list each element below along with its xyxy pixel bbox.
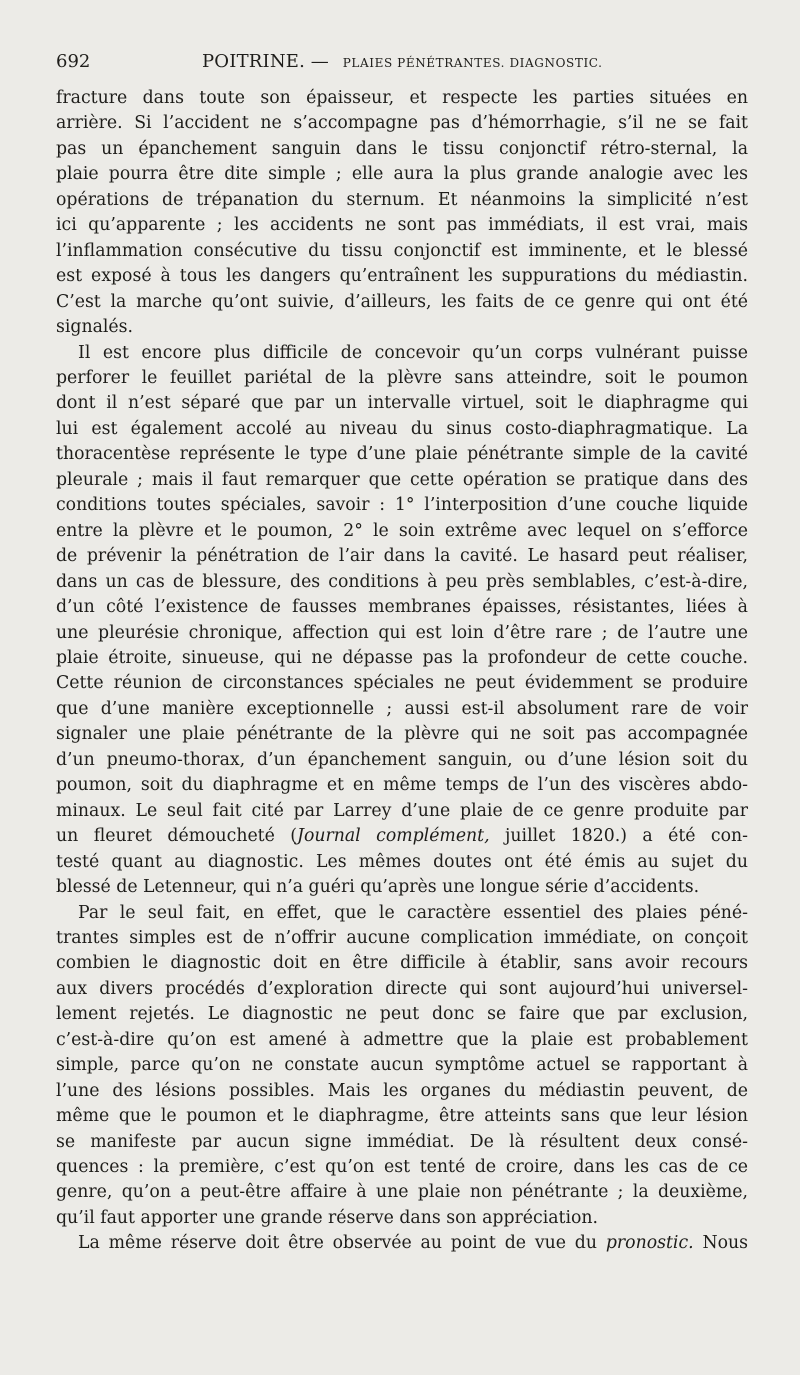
text-line: dont il n’est séparé que par un intervalle virtuel, soit le diaphragme qui xyxy=(56,393,748,414)
text-line: de prévenir la pénétration de l’air dans la cavité. Le hasard peut réaliser, xyxy=(56,546,748,567)
text-line: poumon, soit du diaphragme et en même temps de l’un des viscères abdo- xyxy=(56,775,748,796)
text-line: simple, parce qu’on ne constate aucun symptôme actuel se rapportant à xyxy=(56,1055,748,1076)
text-line: minaux. Le seul fait cité par Larrey d’une plaie de ce genre produite par xyxy=(56,800,748,821)
paragraph-start-line: Il est encore plus difficile de concevoir qu’un corps vulnérant puisse xyxy=(78,342,748,363)
text-line: même que le poumon et le diaphragme, être atteints sans que leur lésion xyxy=(56,1106,748,1127)
paragraph-start-line: Par le seul fait, en effet, que le caractère essentiel des plaies péné- xyxy=(78,902,748,923)
text-line: ici qu’apparente ; les accidents ne sont pas immédiats, il est vrai, mais xyxy=(56,215,748,236)
text-line: signaler une plaie pénétrante de la plèvre qui ne soit pas accompagnée xyxy=(56,724,748,745)
text-line: c’est-à-dire qu’on est amené à admettre que la plaie est probablement xyxy=(56,1029,748,1050)
text-line: lui est également accolé au niveau du sinus costo-diaphragmatique. La xyxy=(56,418,748,439)
text-line: lement rejetés. Le diagnostic ne peut donc se faire que par exclusion, xyxy=(56,1004,748,1025)
chapter-title: POITRINE. xyxy=(202,51,306,72)
section-title: PLAIES PÉNÉTRANTES. DIAGNOSTIC. xyxy=(342,56,603,70)
text-line: trantes simples est de n’offrir aucune complication immédiate, on conçoit xyxy=(56,927,748,948)
text-line: que d’une manière exceptionnelle ; aussi est-il absolument rare de voir xyxy=(56,698,748,719)
text-line: quences : la première, c’est qu’on est tenté de croire, dans les cas de ce xyxy=(56,1157,748,1178)
text-line: qu’il faut apporter une grande réserve dans son appréciation. xyxy=(56,1207,599,1228)
text-line: dans un cas de blessure, des conditions à peu près semblables, c’est-à-dire, xyxy=(56,571,748,592)
text-line: signalés. xyxy=(56,317,134,338)
text-line: aux divers procédés d’exploration directe qui sont aujourd’hui universel- xyxy=(56,978,748,999)
text-line: combien le diagnostic doit en être difficile à établir, sans avoir recours xyxy=(56,953,748,974)
running-title xyxy=(202,48,603,77)
running-header xyxy=(56,48,748,76)
text-line: genre, qu’on a peut-être affaire à une plaie non pénétrante ; la deuxième, xyxy=(56,1182,748,1203)
text-line: d’un pneumo-thorax, d’un épanchement sanguin, ou d’une lésion soit du xyxy=(56,749,748,770)
text-line: plaie pourra être dite simple ; elle aura la plus grande analogie avec les xyxy=(56,164,748,185)
text-line: l’une des lésions possibles. Mais les organes du médiastin peuvent, de xyxy=(56,1080,748,1101)
text-line: testé quant au diagnostic. Les mêmes doutes ont été émis au sujet du xyxy=(56,851,748,872)
pronostic-term: pronostic. xyxy=(605,1233,694,1254)
text-line: l’inflammation consécutive du tissu conjonctif est imminente, et le blessé xyxy=(56,240,748,261)
text-line: arrière. Si l’accident ne s’accompagne pas d’hémorrhagie, s’il ne se fait xyxy=(56,113,748,134)
paragraph-start-line: La même réserve doit être observée au point de vue du pronostic. Nous xyxy=(78,1233,748,1254)
header-dash: — xyxy=(310,51,329,72)
page-number: 692 xyxy=(56,51,91,72)
text-line: perforer le feuillet pariétal de la plèvre sans atteindre, soit le poumon xyxy=(56,367,748,388)
text-line: un fleuret démoucheté (Journal complément, juillet 1820.) a été con- xyxy=(56,826,748,847)
journal-title: Journal complément, xyxy=(297,826,490,847)
text-line: une pleurésie chronique, affection qui est loin d’être rare ; de l’autre une xyxy=(56,622,748,643)
text-line: pleurale ; mais il faut remarquer que cette opération se pratique dans des xyxy=(56,469,748,490)
text-line: conditions toutes spéciales, savoir : 1° l’interposition d’une couche liquide xyxy=(56,495,748,516)
text-line: est exposé à tous les dangers qu’entraînent les suppurations du médiastin. xyxy=(56,266,748,287)
text-line: C’est la marche qu’ont suivie, d’ailleurs, les faits de ce genre qui ont été xyxy=(56,291,748,312)
text-line: se manifeste par aucun signe immédiat. De là résultent deux consé- xyxy=(56,1131,748,1152)
text-line: fracture dans toute son épaisseur, et respecte les parties situées en xyxy=(56,88,748,108)
text-line: blessé de Letenneur, qui n’a guéri qu’après une longue série d’accidents. xyxy=(56,877,700,898)
text-line: d’un côté l’existence de fausses membranes épaisses, résistantes, liées à xyxy=(56,597,748,618)
text-line: Cette réunion de circonstances spéciales ne peut évidemment se produire xyxy=(56,673,748,694)
text-line: pas un épanchement sanguin dans le tissu conjonctif rétro-sternal, la xyxy=(56,138,748,159)
text-line: thoracentèse représente le type d’une plaie pénétrante simple de la cavité xyxy=(56,444,748,465)
text-line: plaie étroite, sinueuse, qui ne dépasse pas la profondeur de cette couche. xyxy=(56,647,748,668)
book-page xyxy=(56,48,748,1257)
page-text xyxy=(56,86,748,1257)
text-line: entre la plèvre et le poumon, 2° le soin extrême avec lequel on s’efforce xyxy=(56,520,748,541)
text-line: opérations de trépanation du sternum. Et néanmoins la simplicité n’est xyxy=(56,189,748,210)
